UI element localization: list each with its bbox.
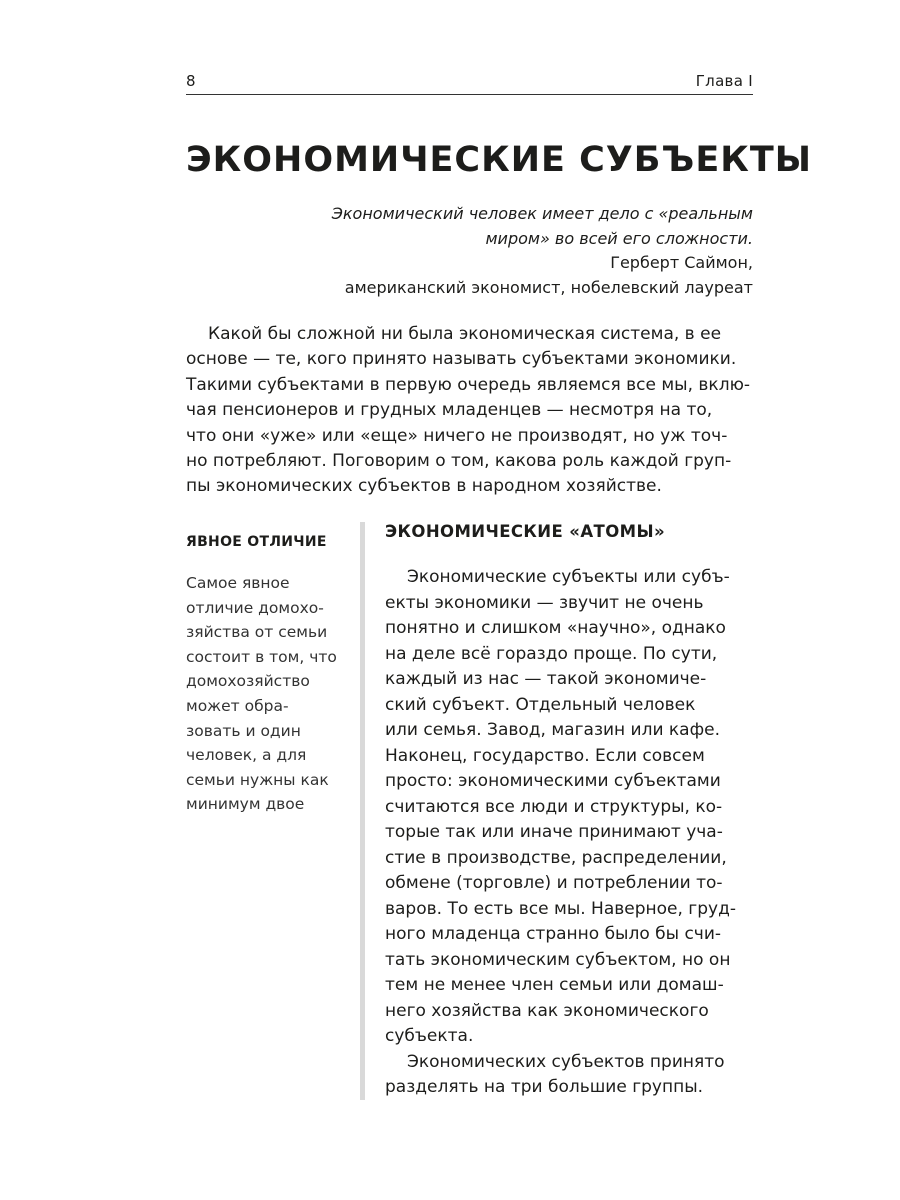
epigraph-author-title: американский экономист, нобелевский лауреат [344,277,753,297]
body-line: стие в производстве, распределении, [385,847,727,868]
body-line: Экономические субъекты или субъ- [407,567,730,587]
body-line: ного младенца странно было бы счи- [385,924,722,944]
body-line: ский субъект. Отдельный человек [385,694,696,715]
body-line: или семья. Завод, магазин или кафе. [385,720,720,740]
sidebar-line: может обра- [186,696,289,715]
column-divider [360,522,365,1100]
body-line: считаются все люди и структуры, ко- [385,796,723,817]
sidebar-line: отличие домохо- [186,598,324,617]
sidebar-line: человек, а для [186,746,307,765]
body-line: тем не менее член семьи или домаш- [385,975,724,995]
intro-line: пы экономических субъектов в народном хозяйстве. [186,476,662,497]
body-line: понятно и слишком «научно», однако [385,618,726,638]
intro-line: чая пенсионеров и грудных младенцев — несмотря на то, [186,400,713,421]
sidebar-line: зяйства от семьи [186,623,328,642]
page-number: 8 [186,72,196,90]
sidebar-line: состоит в том, что [186,647,337,666]
body-line: разделять на три большие группы. [385,1077,704,1097]
chapter-label: Глава I [695,72,753,90]
body-line: екты экономики — звучит не очень [385,592,704,613]
sidebar-line: минимум двое [186,795,305,814]
body-line: просто: экономическими субъектами [385,771,721,791]
intro-line: но потребляют. Поговорим о том, какова роль каждой груп- [186,451,732,472]
body-line: Экономических субъектов принято [407,1051,725,1072]
body-line: Наконец, государство. Если совсем [385,745,705,766]
intro-line: основе — те, кого принято называть субъектами экономики. [186,349,737,370]
body-line: варов. То есть все мы. Наверное, груд- [385,898,736,919]
main-body [385,565,755,1101]
sidebar-line: семьи нужны как [186,770,329,789]
body-line: каждый из нас — такой экономиче- [385,669,707,689]
body-line: торые так или иначе принимают уча- [385,822,723,842]
sidebar-body [186,571,356,817]
sidebar-heading: ЯВНОЕ ОТЛИЧИЕ [186,534,327,550]
intro-line: Какой бы сложной ни была экономическая система, в ее [208,324,722,344]
section-title: ЭКОНОМИЧЕСКИЕ СУБЪЕКТЫ [186,140,812,180]
sidebar-line: зовать и один [186,721,301,740]
intro-line: Такими субъектами в первую очередь являемся все мы, вклю- [186,374,751,395]
body-line: на деле всё гораздо проще. По сути, [385,643,718,664]
intro-line: что они «уже» или «еще» ничего не производят, но уж точ- [186,425,728,446]
intro-paragraph [186,322,753,500]
main-column [385,522,755,1101]
body-line: тать экономическим субъектом, но он [385,949,731,970]
subsection-heading: ЭКОНОМИЧЕСКИЕ «АТОМЫ» [385,522,665,541]
sidebar-line: домохозяйство [186,672,310,691]
sidebar-line: Самое явное [186,574,290,592]
epigraph [293,202,753,300]
epigraph-quote-line: миром» во всей его сложности. [485,228,753,248]
running-header [186,70,753,95]
body-line: обмене (торговле) и потреблении то- [385,873,723,893]
epigraph-author: Герберт Саймон, [610,253,753,272]
body-line: него хозяйства как экономического [385,1000,709,1021]
epigraph-quote-line: Экономический человек имеет дело с «реальным [331,204,753,223]
sidebar-note [186,534,356,817]
body-line: субъекта. [385,1026,474,1046]
